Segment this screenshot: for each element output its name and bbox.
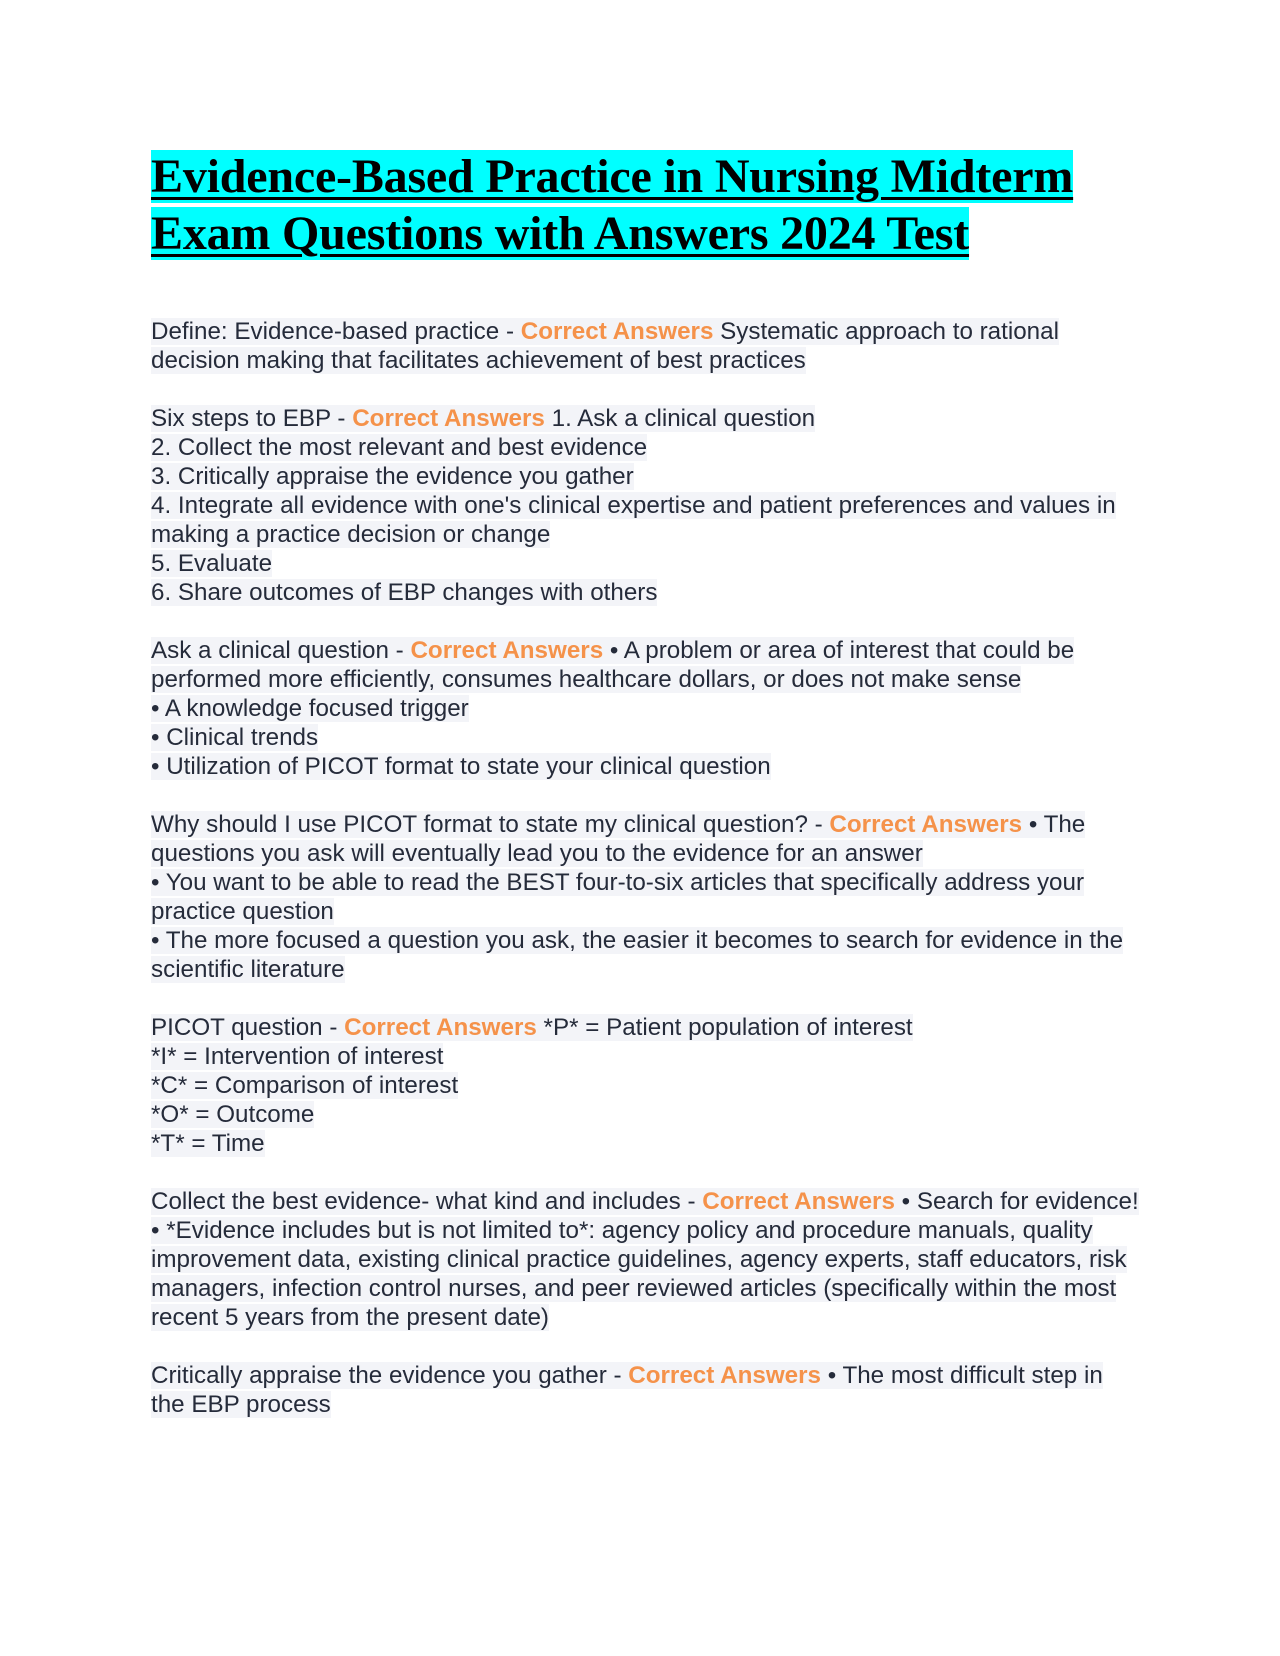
qa-item (151, 636, 1141, 781)
document-title-text: Evidence-Based Practice in Nursing Midterm Exam Questions with Answers 2024 Test (151, 150, 1074, 260)
answer-line: • Utilization of PICOT format to state your clinical question (151, 753, 771, 780)
answer-text: • Search for evidence! (894, 1188, 1139, 1215)
answer-line: 3. Critically appraise the evidence you gather (151, 463, 634, 490)
question-text: PICOT question - (151, 1014, 345, 1041)
qa-item (151, 810, 1141, 984)
question-text: Why should I use PICOT format to state my clinical question? - (151, 811, 830, 838)
answer-text: Systematic approach to rational decision making that facilitates achievement of best practices (151, 318, 1059, 374)
qa-item (151, 1187, 1141, 1332)
correct-answers-label: Correct Answers (352, 405, 545, 432)
answer-line: *T* = Time (151, 1130, 265, 1157)
answer-text: • The most difficult step in the EBP process (151, 1362, 1103, 1418)
qa-first-line (151, 1187, 1141, 1216)
answer-line: • *Evidence includes but is not limited to*: agency policy and procedure manuals, quality improvement data, existing clinical practice guidelines, agency experts, staff educators, risk managers, infection control nurses, and peer reviewed articles (specifically within the most recent 5 years from the present date) (151, 1217, 1127, 1331)
question-text: Collect the best evidence- what kind and includes - (151, 1188, 703, 1215)
answer-text: *P* = Patient population of interest (536, 1014, 913, 1041)
correct-answers-label: Correct Answers (829, 811, 1023, 838)
correct-answers-label: Correct Answers (702, 1188, 895, 1215)
answer-line: 4. Integrate all evidence with one's clinical expertise and patient preferences and values in making a practice decision or change (151, 492, 1116, 548)
correct-answers-label: Correct Answers (520, 318, 714, 345)
answer-text: • The questions you ask will eventually lead you to the evidence for an answer (151, 811, 1086, 867)
answer-line: • Clinical trends (151, 724, 319, 751)
question-text: Six steps to EBP - (151, 405, 353, 432)
document-title (151, 148, 1141, 262)
answer-line: 6. Share outcomes of EBP changes with others (151, 579, 658, 606)
answer-line: *C* = Comparison of interest (151, 1072, 459, 1099)
answer-line: *O* = Outcome (151, 1101, 315, 1128)
question-text: Define: Evidence-based practice - (151, 318, 521, 345)
answer-line: • You want to be able to read the BEST four-to-six articles that specifically address your practice question (151, 869, 1085, 925)
answer-text: • A problem or area of interest that could be performed more efficiently, consumes healthcare dollars, or does not make sense (151, 637, 1075, 693)
qa-item (151, 404, 1141, 607)
question-text: Critically appraise the evidence you gather - (151, 1362, 629, 1389)
answer-line: 5. Evaluate (151, 550, 273, 577)
qa-item (151, 317, 1141, 375)
correct-answers-label: Correct Answers (410, 637, 604, 664)
qa-first-line (151, 810, 1141, 868)
qa-item (151, 1013, 1141, 1158)
qa-item (151, 1361, 1141, 1419)
document-page (151, 148, 1141, 1448)
qa-first-line (151, 317, 1141, 375)
qa-first-line (151, 1361, 1141, 1419)
answer-line: 2. Collect the most relevant and best evidence (151, 434, 648, 461)
correct-answers-label: Correct Answers (628, 1362, 821, 1389)
qa-first-line (151, 636, 1141, 694)
answer-line: *I* = Intervention of interest (151, 1043, 444, 1070)
answer-line: • A knowledge focused trigger (151, 695, 469, 722)
answer-line: • The more focused a question you ask, the easier it becomes to search for evidence in the scientific literature (151, 927, 1124, 983)
answer-text: 1. Ask a clinical question (544, 405, 816, 432)
question-text: Ask a clinical question - (151, 637, 411, 664)
qa-first-line (151, 1013, 1141, 1042)
qa-first-line (151, 404, 1141, 433)
qa-list (151, 317, 1141, 1419)
correct-answers-label: Correct Answers (344, 1014, 537, 1041)
